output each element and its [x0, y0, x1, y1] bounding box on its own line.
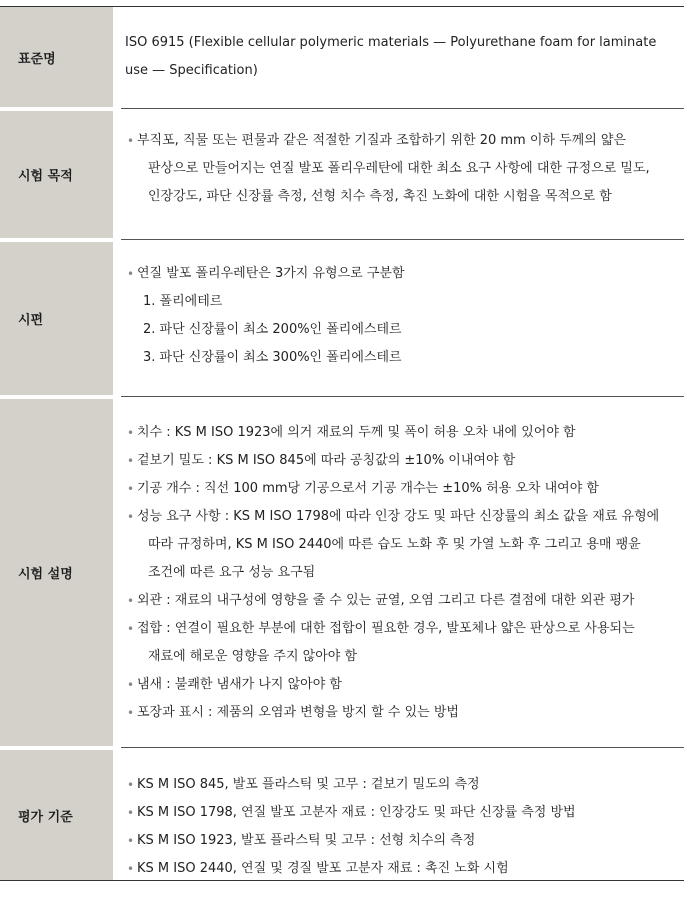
bullet-item	[127, 587, 684, 615]
bullet-dot: •	[127, 426, 135, 440]
bullet-dot: •	[127, 834, 135, 848]
content-line: 냄새 : 불쾌한 냄새가 나지 않아야 함	[137, 677, 342, 692]
bullet-dot: •	[127, 510, 135, 524]
content-line: 접합 : 연결이 필요한 부분에 대한 접합이 필요한 경우, 발포체나 얇은 판상으로 사용되는	[137, 621, 635, 636]
bullet-item	[127, 503, 684, 531]
bullet-item	[127, 799, 684, 827]
content-line: 포장과 표시 : 제품의 오염과 변형을 방지 할 수 있는 방법	[137, 705, 459, 720]
bullet-item	[127, 771, 684, 799]
bullet-item	[127, 615, 684, 643]
numbered-item: 1. 폴리에테르	[143, 294, 223, 309]
content-line: 기공 개수 : 직선 100 mm당 기공으로서 기공 개수는 ±10% 허용 오차 내여야 함	[137, 481, 599, 496]
content-line: KS M ISO 2440, 연질 및 경질 발포 고분자 재료 : 촉진 노화 시험	[137, 861, 509, 876]
bullet-dot: •	[127, 806, 135, 820]
row-content	[121, 399, 684, 746]
content-line: 겉보기 밀도 : KS M ISO 845에 따라 공칭값의 ±10% 이내여야 함	[137, 453, 516, 468]
row-content	[121, 242, 684, 395]
bullet-item	[127, 260, 684, 288]
table-bottom-border	[0, 880, 684, 881]
row-divider	[121, 239, 684, 240]
bullet-dot: •	[127, 678, 135, 692]
bullet-item	[127, 699, 684, 727]
numbered-item: 2. 파단 신장률이 최소 200%인 폴리에스테르	[143, 322, 402, 337]
row-divider	[121, 747, 684, 748]
row-content	[121, 7, 684, 107]
bullet-item	[127, 419, 684, 447]
bullet-item	[127, 447, 684, 475]
bullet-item	[127, 671, 684, 699]
content-line: 판상으로 만들어지는 연질 발포 폴리우레탄에 대한 최소 요구 사항에 대한 규정으로 밀도,	[148, 161, 650, 176]
row-label: 시험 설명	[0, 399, 113, 746]
content-line: 부직포, 직물 또는 편물과 같은 적절한 기질과 조합하기 위한 20 mm 이하 두께의 얇은	[137, 133, 627, 148]
bullet-dot: •	[127, 454, 135, 468]
content-line: 재료에 해로운 영향을 주지 않아야 함	[148, 649, 358, 664]
content-line: use — Specification)	[125, 63, 258, 78]
row-content	[121, 111, 684, 238]
row-divider	[121, 396, 684, 397]
row-label: 표준명	[0, 7, 113, 107]
bullet-dot: •	[127, 706, 135, 720]
numbered-item: 3. 파단 신장률이 최소 300%인 폴리에스테르	[143, 350, 402, 365]
content-line: 인장강도, 파단 신장률 측정, 선형 치수 측정, 촉진 노화에 대한 시험을 목적으로 함	[148, 189, 612, 204]
content-line: 치수 : KS M ISO 1923에 의거 재료의 두께 및 폭이 허용 오차 내에 있어야 함	[137, 425, 576, 440]
table-row-purpose	[0, 111, 684, 238]
content-line: KS M ISO 1923, 발포 플라스틱 및 고무 : 선형 치수의 측정	[137, 833, 476, 848]
content-line: 성능 요구 사항 : KS M ISO 1798에 따라 인장 강도 및 파단 신장률의 최소 값을 재료 유형에	[137, 509, 660, 524]
content-line: KS M ISO 1798, 연질 발포 고분자 재료 : 인장강도 및 파단 신장률 측정 방법	[137, 805, 576, 820]
bullet-item	[127, 827, 684, 855]
row-label: 시편	[0, 242, 113, 395]
bullet-dot: •	[127, 862, 135, 876]
bullet-dot: •	[127, 594, 135, 608]
bullet-dot: •	[127, 482, 135, 496]
bullet-dot: •	[127, 134, 135, 148]
bullet-dot: •	[127, 622, 135, 636]
row-label: 시험 목적	[0, 111, 113, 238]
row-divider	[121, 108, 684, 109]
content-line: 연질 발포 폴리우레탄은 3가지 유형으로 구분함	[137, 266, 405, 281]
content-line: KS M ISO 845, 발포 플라스틱 및 고무 : 겉보기 밀도의 측정	[137, 777, 480, 792]
table-row-evaluation-criteria	[0, 750, 684, 880]
table-row-standard-name	[0, 7, 684, 107]
bullet-dot: •	[127, 267, 135, 281]
bullet-item	[127, 127, 684, 155]
content-line: ISO 6915 (Flexible cellular polymeric materials — Polyurethane foam for laminate	[125, 35, 657, 50]
bullet-item	[127, 855, 684, 883]
content-line: 외관 : 재료의 내구성에 영향을 줄 수 있는 균열, 오염 그리고 다른 결점에 대한 외관 평가	[137, 593, 635, 608]
table-row-test-description	[0, 399, 684, 746]
content-line: 따라 규정하며, KS M ISO 2440에 따른 습도 노화 후 및 가열 노화 후 그리고 용매 팽윤	[148, 537, 641, 552]
bullet-dot: •	[127, 778, 135, 792]
row-label: 평가 기준	[0, 750, 113, 880]
table-row-specimen	[0, 242, 684, 395]
content-line: 조건에 따른 요구 성능 요구됨	[148, 565, 316, 580]
bullet-item	[127, 475, 684, 503]
row-content	[121, 750, 684, 880]
